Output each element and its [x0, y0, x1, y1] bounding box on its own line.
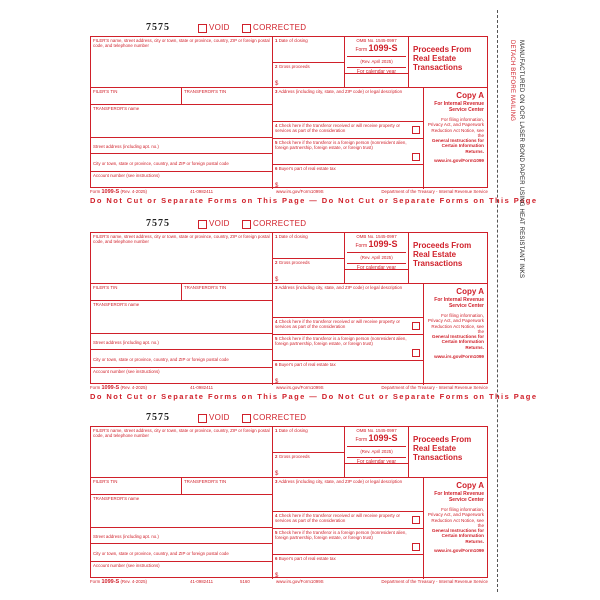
- copy-a-form-3: [90, 412, 488, 599]
- form-title: Proceeds From Real Estate Transactions: [409, 427, 487, 478]
- box5-foreign-person[interactable]: 5 Check here if the transferor is a foreign person (nonresident alien, foreign partnership, foreign estate, or foreign trust): [273, 335, 424, 361]
- box4-property-services[interactable]: 4 Check here if the transferor received or will receive property or services as part of the consideration: [273, 318, 424, 335]
- form-code: 7575: [146, 412, 170, 423]
- filer-info-field[interactable]: FILER'S name, street address, city or town, state or province, country, ZIP or foreign postal code, and telephone number: [91, 233, 273, 284]
- form-code: 7575: [146, 218, 170, 229]
- box1-date-of-closing[interactable]: 1 Date of closing: [273, 427, 345, 453]
- perforation-line: [497, 10, 498, 592]
- form-frame: [90, 232, 488, 384]
- transferor-name-field[interactable]: TRANSFEROR'S name: [91, 495, 273, 528]
- account-number-field[interactable]: Account number (see instructions): [91, 172, 273, 189]
- copy-a-form-2: [90, 218, 538, 405]
- corrected-label: CORRECTED: [253, 413, 307, 422]
- account-number-field[interactable]: Account number (see instructions): [91, 562, 273, 579]
- corrected-label: CORRECTED: [253, 219, 307, 228]
- void-checkbox[interactable]: [198, 24, 207, 33]
- box3-address[interactable]: 3 Address (including city, state, and ZIP code) or legal description: [273, 88, 424, 122]
- transferor-tin-field[interactable]: TRANSFEROR'S TIN: [182, 478, 273, 495]
- form-footer: Form 1099-S (Rev. 4-2025) 41-0982411 5160 www.irs.gov/Form1099S Department of the Treasury - Internal Revenue Service: [90, 579, 488, 585]
- filer-info-field[interactable]: FILER'S name, street address, city or town, state or province, country, ZIP or foreign postal code, and telephone number: [91, 37, 273, 88]
- void-label: VOID: [209, 23, 230, 32]
- box3-address[interactable]: 3 Address (including city, state, and ZIP code) or legal description: [273, 478, 424, 512]
- corrected-checkbox[interactable]: [242, 220, 251, 229]
- box2-omb-filler: [345, 270, 409, 284]
- city-field[interactable]: City or town, state or province, country, and ZIP or foreign postal code: [91, 154, 273, 172]
- box4-checkbox[interactable]: [412, 126, 420, 134]
- corrected-checkbox[interactable]: [242, 414, 251, 423]
- form-title: Proceeds From Real Estate Transactions: [409, 233, 487, 284]
- box2-omb-filler: [345, 74, 409, 88]
- city-field[interactable]: City or town, state or province, country, and ZIP or foreign postal code: [91, 350, 273, 368]
- copy-a-side: Copy A For Internal Revenue Service Center For filing information, Privacy Act, and Paperwork Reduction Act Notice, see the General Instructions for Certain Information Returns. www.irs.gov/Form1099: [427, 91, 484, 164]
- box4-checkbox[interactable]: [412, 322, 420, 330]
- box5-foreign-person[interactable]: 5 Check here if the transferor is a foreign person (nonresident alien, foreign partnership, foreign estate, or foreign trust): [273, 139, 424, 165]
- form-frame: [90, 36, 488, 188]
- box2-gross-proceeds[interactable]: 2 Gross proceeds $: [273, 453, 345, 478]
- box3-address[interactable]: 3 Address (including city, state, and ZIP code) or legal description: [273, 284, 424, 318]
- box4-property-services[interactable]: 4 Check here if the transferor received or will receive property or services as part of the consideration: [273, 122, 424, 139]
- filer-tin-field[interactable]: FILER'S TIN: [91, 88, 182, 105]
- form-footer: Form 1099-S (Rev. 4-2025) 41-0982411 www.irs.gov/Form1099S Department of the Treasury - Internal Revenue Service: [90, 189, 488, 195]
- box6-buyers-tax[interactable]: 6 Buyer's part of real estate tax $: [273, 165, 424, 189]
- corrected-label: CORRECTED: [253, 23, 307, 32]
- form-code: 7575: [146, 22, 170, 33]
- void-label: VOID: [209, 219, 230, 228]
- filer-tin-field[interactable]: FILER'S TIN: [91, 478, 182, 495]
- void-label: VOID: [209, 413, 230, 422]
- manufactured-notice: MANUFACTURED ON OCR LASER BOND PAPER USING HEAT RESISTANT INKS: [518, 40, 524, 279]
- page-code: 5160: [240, 579, 250, 584]
- void-checkbox[interactable]: [198, 414, 207, 423]
- form-footer: Form 1099-S (Rev. 4-2025) 41-0982411 www.irs.gov/Form1099S Department of the Treasury - Internal Revenue Service: [90, 385, 488, 391]
- form-title: Proceeds From Real Estate Transactions: [409, 37, 487, 88]
- box2-gross-proceeds[interactable]: 2 Gross proceeds $: [273, 63, 345, 88]
- omb-form-block: OMB No. 1545-0997 Form 1099-S (Rev. April 2025) For calendar year: [345, 233, 409, 270]
- account-number-field[interactable]: Account number (see instructions): [91, 368, 273, 385]
- box6-buyers-tax[interactable]: 6 Buyer's part of real estate tax $: [273, 555, 424, 579]
- corrected-checkbox[interactable]: [242, 24, 251, 33]
- box2-gross-proceeds[interactable]: 2 Gross proceeds $: [273, 259, 345, 284]
- box4-checkbox[interactable]: [412, 516, 420, 524]
- box1-date-of-closing[interactable]: 1 Date of closing: [273, 37, 345, 63]
- filer-tin-field[interactable]: FILER'S TIN: [91, 284, 182, 301]
- copy-a-side: Copy A For Internal Revenue Service Center For filing information, Privacy Act, and Paperwork Reduction Act Notice, see the General Instructions for Certain Information Returns. www.irs.gov/Form1099: [427, 287, 484, 360]
- box6-buyers-tax[interactable]: 6 Buyer's part of real estate tax $: [273, 361, 424, 385]
- transferor-tin-field[interactable]: TRANSFEROR'S TIN: [182, 284, 273, 301]
- box1-date-of-closing[interactable]: 1 Date of closing: [273, 233, 345, 259]
- box5-checkbox[interactable]: [412, 349, 420, 357]
- form-frame: [90, 426, 488, 578]
- filer-info-field[interactable]: FILER'S name, street address, city or town, state or province, country, ZIP or foreign postal code, and telephone number: [91, 427, 273, 478]
- do-not-cut-warning: Do Not Cut or Separate Forms on This Page — Do Not Cut or Separate Forms on This Page: [90, 392, 538, 401]
- street-address-field[interactable]: Street address (including apt. no.): [91, 138, 273, 154]
- transferor-name-field[interactable]: TRANSFEROR'S name: [91, 105, 273, 138]
- street-address-field[interactable]: Street address (including apt. no.): [91, 334, 273, 350]
- box4-property-services[interactable]: 4 Check here if the transferor received or will receive property or services as part of the consideration: [273, 512, 424, 529]
- copy-a-side: Copy A For Internal Revenue Service Center For filing information, Privacy Act, and Paperwork Reduction Act Notice, see the General Instructions for Certain Information Returns. www.irs.gov/Form1099: [427, 481, 484, 554]
- omb-form-block: OMB No. 1545-0997 Form 1099-S (Rev. April 2025) For calendar year: [345, 427, 409, 464]
- city-field[interactable]: City or town, state or province, country, and ZIP or foreign postal code: [91, 544, 273, 562]
- box5-checkbox[interactable]: [412, 543, 420, 551]
- box2-omb-filler: [345, 464, 409, 478]
- transferor-tin-field[interactable]: TRANSFEROR'S TIN: [182, 88, 273, 105]
- omb-form-block: OMB No. 1545-0997 Form 1099-S (Rev. April 2025) For calendar year: [345, 37, 409, 74]
- street-address-field[interactable]: Street address (including apt. no.): [91, 528, 273, 544]
- box5-foreign-person[interactable]: 5 Check here if the transferor is a foreign person (nonresident alien, foreign partnership, foreign estate, or foreign trust): [273, 529, 424, 555]
- box5-checkbox[interactable]: [412, 153, 420, 161]
- do-not-cut-warning: Do Not Cut or Separate Forms on This Page — Do Not Cut or Separate Forms on This Page: [90, 196, 538, 205]
- detach-before-mailing-label: DETACH BEFORE MAILING: [509, 40, 515, 122]
- transferor-name-field[interactable]: TRANSFEROR'S name: [91, 301, 273, 334]
- void-checkbox[interactable]: [198, 220, 207, 229]
